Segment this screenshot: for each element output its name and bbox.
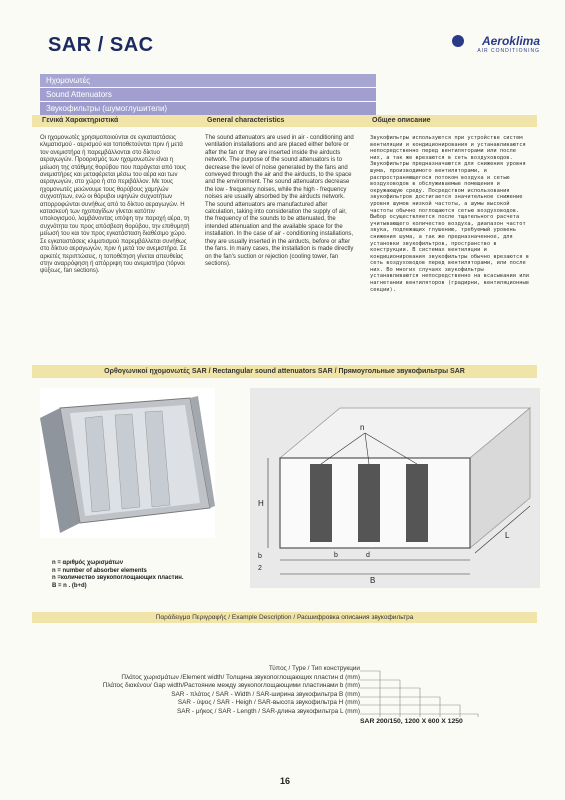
logo-icon <box>452 35 464 47</box>
section1-banner <box>32 115 537 127</box>
subtitle-en: Sound Attenuators <box>40 88 376 101</box>
col-gr-heading: Γενικά Χαρακτηριστικά <box>42 117 119 124</box>
section3-title: Παράδειγμα Περιγραφής / Example Description / Расшифровка описания звукофильтра <box>32 612 537 623</box>
example-line: Πλάτος διακένου/ Gap width/Растояние между звукопоглощающими пластинами b (mm) <box>102 682 360 690</box>
diagram-label-d: d <box>366 552 370 559</box>
col-en <box>205 135 355 268</box>
col-ru <box>370 135 530 293</box>
diagram-label-b: b <box>334 552 338 559</box>
attenuator-diagram <box>250 388 540 588</box>
subtitle-ru: Звукофильтры (шумоглушители) <box>40 102 376 115</box>
subtitle-gr: Ηχομονωτές <box>40 74 376 87</box>
example-line: SAR - μήκος / SAR - Length / SAR-длина звукофильтра L (mm) <box>177 707 360 715</box>
diagram-baffle <box>358 464 380 542</box>
diagram-label-h: H <box>258 499 264 508</box>
legend-line: B = n . (b+d) <box>52 582 87 589</box>
diagram-baffle <box>310 464 332 542</box>
diagram-baffle <box>406 464 428 542</box>
section2-title: Ορθογωνικοί ηχομονωτές SAR / Rectangular sound attenuators SAR / Прямоугольные звукофильтры SAR <box>32 365 537 378</box>
attenuator-photo <box>40 388 215 538</box>
diagram-label-b2-num: b <box>258 553 262 560</box>
legend <box>52 560 184 590</box>
logo: Aeroklima <box>481 34 540 48</box>
col-gr-text: Οι ηχομονωτές χρησιμοποιούνται σε εγκαταστάσεις κλιματισμού - αερισμού και τοποθετούνται πριν ή μετά τον ανεμιστήρα ή παρεμβάλλονται στο δίκτυο αεραγωγών. Προορισμός των ηχομονωτών είναι η μείωση της στάθμης θορύβου που παράγεται από τους ανεμιστήρες και μεταφέρεται μέσω του αέρα και των αεραγωγών, στο χώρο ή στο περιβάλλον. Με τους ηχομονωτές μειώνουμε τους θορύβους χαμηλών συχνοτήτων, ενώ οι θόρυβοι υψηλών συχνοτήτων απορροφώνται συνήθως από το δίκτυο αεραγωγών. Η κατασκευή των ηχοπαγίδων γίνεται κατόπιν υπολογισμού, λαμβάνοντας υπόψη την παροχή αέρα, τη συχνότητα του προς απόσβεση θορύβου, την επιθυμητή μείωσή του και τον προς εγκατάσταση διαθέσιμο χώρο. Σε εγκαταστάσεις κλιματισμού παρεμβάλλεται συνήθως στο δίκτυο αεραγωγών, πριν ή μετά τον ανεμιστήρα. Σε αρκετές περιπτώσεις, η τοποθέτηση γίνεται απευθείας στην αναρρόφηση ή απόρριψη του ανεμιστήρα (τόρνοι ψύξεως, fan sections). <box>40 135 190 275</box>
example-code: SAR 200/150, 1200 X 600 X 1250 <box>360 718 463 725</box>
legend-line: n = αριθμός χωρισμάτων <box>52 560 124 566</box>
page-number: 16 <box>280 776 291 786</box>
legend-line: n = number of absorber elements <box>52 567 147 574</box>
diagram-label-bw: B <box>370 576 376 585</box>
col-gr <box>40 135 190 276</box>
legend-line: n =количество звукопоглощающих пластин. <box>52 575 184 581</box>
col-ru-text: Звукофильтры используются при устройстве систем вентиляции и кондиционирования и устанавливаются непосредственно перед вентиляторами или после них, а так же врезаются в сеть воздуховодов. Звукофильтры предназначаются для снижения уровня шума, производимого вентиляторами, и распространяющегося потоком воздуха и сетью воздуховодов в обслуживаемые помещения и окружающую среду. Посредством использования звукофильтров достигается значительное снижение уровня шумов низкой частоты, а шумы высокой частоты обычно поглощаются сетью воздуховодов. Выбор осуществляется после тщательного расчета учитывающего количество воздуха, диапазон частот звука, подлежащих глушению, требуемый уровень снижения шума, а так же предназначенное, для установки звукофильтров, пространство в конструкции. В системах вентиляции и кондиционирования звукофильтры обычно врезаются в сеть воздуховодов перед вентиляторами, или после них. Во многих случаях звукофильтры устанавливаются непосредственно на всасывании или нагнетании вентиляторов (градирни, вентиляционные секции). <box>370 135 530 293</box>
diagram-label-l: L <box>505 531 510 540</box>
col-en-text: The sound attenuators are used in air - conditioning and ventilation installations and are placed either before or after the fan or they are inserted inside the airducts network. The purpose of the sound attenuators is to decrease the level of noise generated by the fans and conveyed through the air and the airducts, to the space and the environment. The sound attenuators decrease the low - frequency noises, while the high - frequency noises are usually absorbed by the airducts network. The sound attenuators are manufactured after calculation, taking into consideration the supply of air, the frequency of the sounds to be attenuated, the intended attenuation and the available space for the installation. In the case of air - conditioning installations, they are usually inserted in the airducts, before or after the fans. In many cases, the installation is made directly on the fan's suction or rejection (cooling tower, fan sections). <box>205 135 354 267</box>
example-line: SAR - ύψος / SAR - Heigh / SAR-высота звукофильтра H (mm) <box>177 699 360 707</box>
example-lines <box>60 665 360 717</box>
col-ru-heading: Общее описание <box>372 117 431 124</box>
page-title: SAR / SAC <box>48 34 154 56</box>
col-en-heading: General characteristics <box>207 117 285 124</box>
header <box>40 20 550 113</box>
example-connector-lines <box>360 668 490 720</box>
diagram-label-b2-den: 2 <box>258 565 262 572</box>
diagram-label-n: n <box>360 423 365 432</box>
example-line: Τύπος / Type / Тип конструкции <box>268 665 360 672</box>
logo-subtitle: AIR CONDITIONING <box>477 48 540 54</box>
example-line: SAR - πλάτος / SAR - Width / SAR-ширина звукофильтра B (mm) <box>171 690 360 698</box>
example-line: Πλάτος χωρισμάτων /Element width/ Толщина звукопоглощающих пластин d (mm) <box>121 673 360 681</box>
